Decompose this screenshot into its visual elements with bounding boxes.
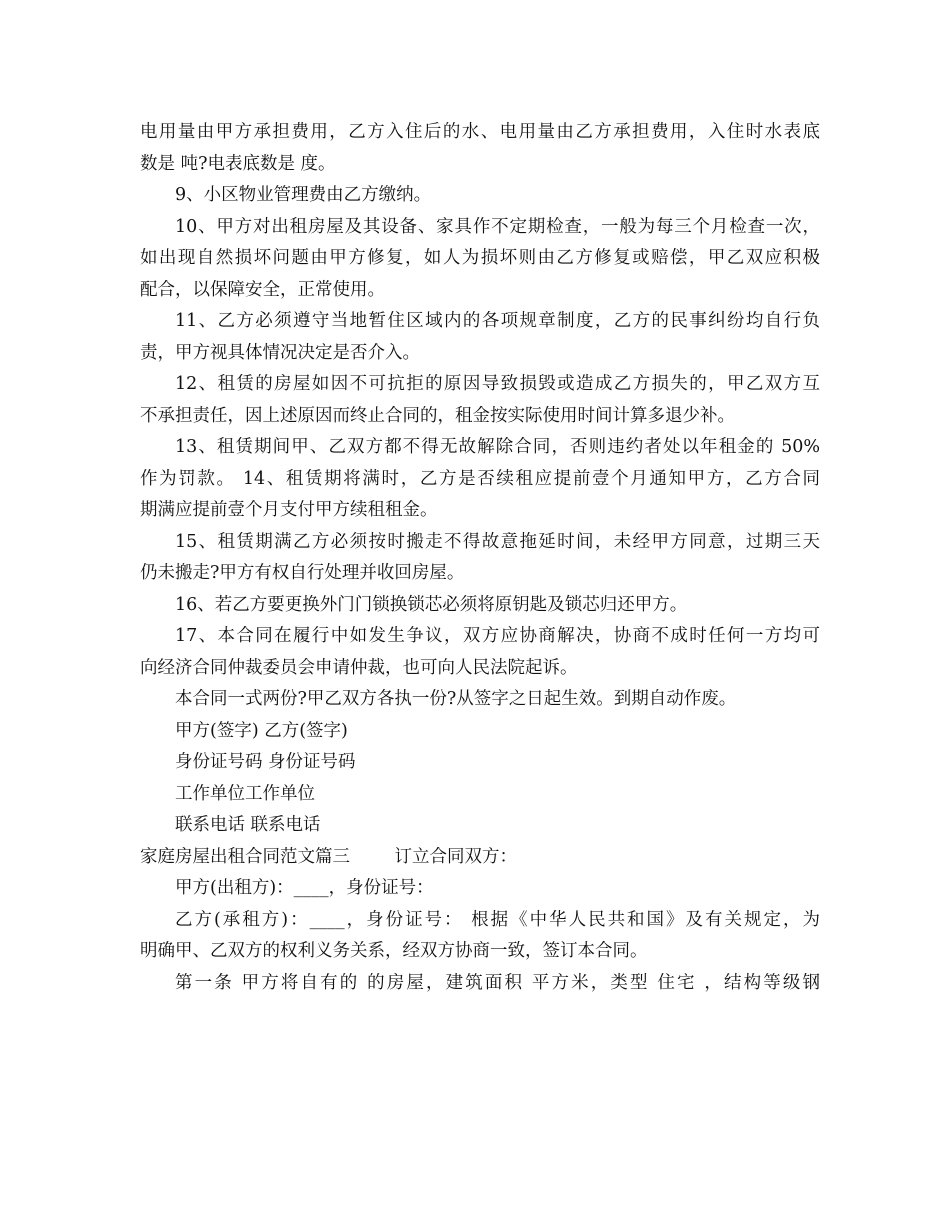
clause-12: 12、租赁的房屋如因不可抗拒的原因导致损毁或造成乙方损失的，甲乙双方互 [175,374,820,394]
party-a-line: 甲方(出租方)：____，身份证号： [175,878,434,898]
text-line: 仍未搬走?甲方有权自行处理并收回房屋。 [140,563,465,583]
signature-line: 甲方(签字) 乙方(签字) [175,720,348,741]
clause-9: 9、小区物业管理费由乙方缴纳。 [175,185,432,205]
text-line: 期满应提前壹个月支付甲方续租租金。 [140,500,438,520]
party-b-line: 乙方(承租方)：____，身份证号： 根据《中华人民共和国》及有关规定，为 [175,909,820,930]
text-line: 数是 吨?电表底数是 度。 [140,153,336,174]
clause-11: 11、乙方必须遵守当地暂住区域内的各项规章制度，乙方的民事纠纷均自行负 [175,311,820,331]
clause-17: 17、本合同在履行中如发生争议，双方应协商解决，协商不成时任何一方均可 [175,626,820,646]
section-heading: 家庭房屋出租合同范文篇三 订立合同双方： [140,846,518,867]
article-1: 第一条 甲方将自有的 的房屋，建筑面积 平方米，类型 住宅 ，结构等级钢 [175,972,820,993]
work-unit-line: 工作单位工作单位 [175,783,315,804]
clause-13: 13、租赁期间甲、乙双方都不得无故解除合同，否则违约者处以年租金的 50% [175,437,820,457]
text-line: 明确甲、乙双方的权利义务关系，经双方协商一致，签订本合同。 [140,941,648,961]
clause-16: 16、若乙方要更换外门门锁换锁芯必须将原钥匙及锁芯归还甲方。 [175,594,688,615]
text-line: 配合，以保障安全，正常使用。 [140,279,385,300]
document-body [140,117,820,999]
text-line: 不承担责任，因上述原因而终止合同的，租金按实际使用时间计算多退少补。 [140,405,735,426]
text-line: 向经济合同仲裁委员会申请仲裁，也可向人民法院起诉。 [140,657,578,678]
text-line: 作为罚款。 14、租赁期将满时，乙方是否续租应提前壹个月通知甲方，乙方合同 [140,468,820,489]
text-line: 责，甲方视具体情况决定是否介入。 [140,342,420,363]
text-line: 如出现自然损坏问题由甲方修复，如人为损坏则由乙方修复或赔偿，甲乙双应积极 [140,248,820,268]
clause-15: 15、租赁期满乙方必须按时搬走不得故意拖延时间，未经甲方同意，过期三天 [175,531,820,552]
phone-line: 联系电话 联系电话 [175,815,321,835]
id-number-line: 身份证号码 身份证号码 [175,752,356,772]
text-line: 电用量由甲方承担费用，乙方入住后的水、电用量由乙方承担费用，入住时水表底 [140,122,820,142]
clause-10: 10、甲方对出租房屋及其设备、家具作不定期检查，一般为每三个月检查一次， [175,216,820,237]
contract-copies-note: 本合同一式两份?甲乙双方各执一份?从签字之日起生效。到期自动作废。 [175,689,737,709]
